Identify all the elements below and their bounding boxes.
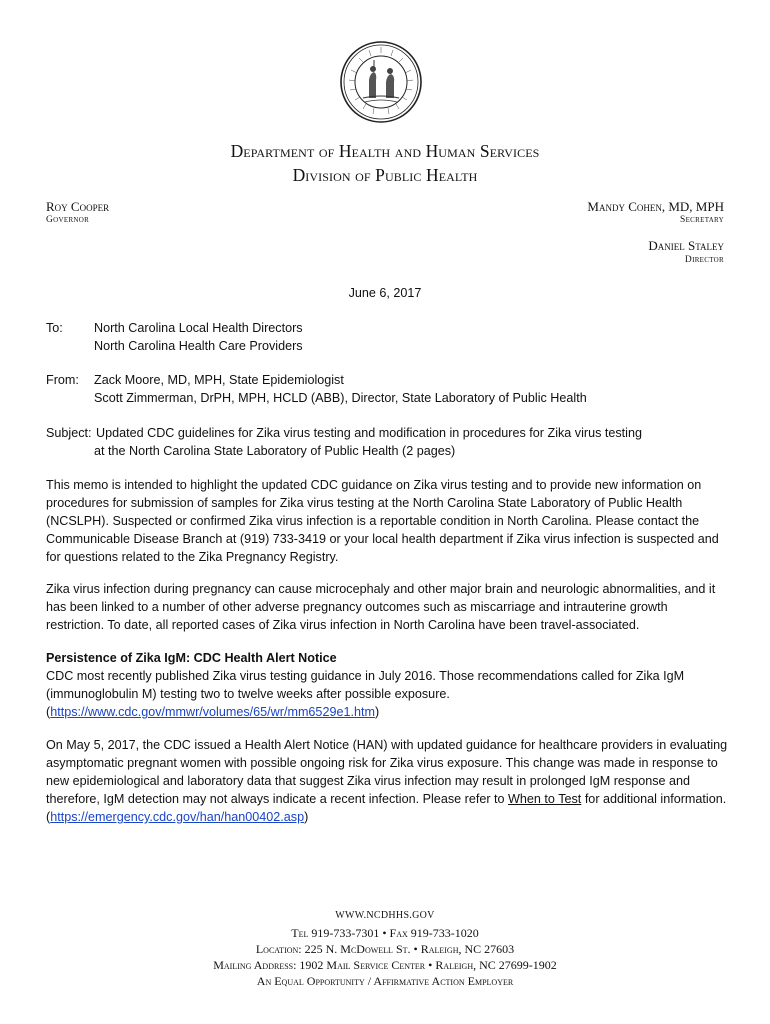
secretary-title: Secretary	[680, 215, 724, 225]
han-text-after: for additional information.	[584, 792, 727, 806]
to-label: To:	[46, 321, 63, 335]
director-title: Director	[684, 255, 724, 265]
section-heading: Persistence of Zika IgM: CDC Health Alert Notice	[46, 651, 337, 665]
subject-line-1: Updated CDC guidelines for Zika virus testing and modification in procedures for Zika virus testing	[96, 426, 642, 440]
governor-title: Governor	[46, 215, 90, 225]
state-seal-logo	[339, 40, 423, 124]
secretary-name: Mandy Cohen, MD, MPH	[587, 199, 724, 214]
division-heading: Division of Public Health	[292, 165, 478, 185]
memo-date: June 6, 2017	[348, 286, 422, 300]
han-paragraph: On May 5, 2017, the CDC issued a Health Alert Notice (HAN) with updated guidance for healthcare providers in evaluating asymptomatic pregnant women with possible ongoing risk for Zika virus exposure. This change was made in response to new epidemiological and laboratory data that suggest Zika virus infection may result in prolonged IgM response and therefore, IgM detection may not always indicate a recent infection. Please refer to When to Test for additional information. (https://emergency.cdc.gov/han/han00402.asp)	[46, 738, 728, 824]
department-heading: Department of Health and Human Services	[230, 141, 540, 161]
intro-paragraph: This memo is intended to highlight the updated CDC guidance on Zika virus testing and to provide new information on procedures for submission of samples for Zika virus testing at the North Carolina State Laboratory of Public Health (NCSLPH). Suspected or confirmed Zika virus infection is a reportable condition in North Carolina. Please contact the Communicable Disease Branch at (919) 733-3419 or your local health department if Zika virus infection is suspected and for questions related to the Zika Pregnancy Registry.	[46, 478, 719, 564]
to-recipient-2: North Carolina Health Care Providers	[94, 339, 303, 353]
footer-website: WWW.NCDHHS.GOV	[335, 910, 435, 921]
footer-location: Location: 225 N. McDowell St. • Raleigh, NC 27603	[255, 942, 515, 956]
han-text: On May 5, 2017, the CDC issued a Health Alert Notice (HAN) with updated guidance for healthcare providers in evaluating asymptomatic pregnant women with possible ongoing risk for Zika virus exposure. This change was made in response to new epidemiological and laboratory data that suggest Zika virus infection may result in prolonged IgM response and therefore, IgM detection may not always indicate a recent infection. Please refer to	[46, 738, 728, 806]
when-to-test-link[interactable]: When to Test	[508, 792, 582, 806]
guidance-text: CDC most recently published Zika virus testing guidance in July 2016. Those recommendations called for Zika IgM (immunoglobulin M) testing two to twelve weeks after possible exposure.	[46, 669, 685, 701]
from-label: From:	[46, 373, 79, 387]
mmwr-link[interactable]: https://www.cdc.gov/mmwr/volumes/65/wr/mm6529e1.htm	[50, 705, 375, 719]
director-name: Daniel Staley	[648, 238, 724, 253]
guidance-paragraph: CDC most recently published Zika virus testing guidance in July 2016. Those recommendations called for Zika IgM (immunoglobulin M) testing two to twelve weeks after possible exposure. (https://www.cdc.gov/mmwr/volumes/65/wr/mm6529e1.htm)	[46, 669, 685, 719]
governor-name: Roy Cooper	[46, 199, 110, 214]
footer-eeo: An Equal Opportunity / Affirmative Action Employer	[256, 974, 514, 988]
footer-mailing: Mailing Address: 1902 Mail Service Center • Raleigh, NC 27699-1902	[213, 958, 557, 972]
from-sender-1: Zack Moore, MD, MPH, State Epidemiologist	[94, 373, 344, 387]
to-recipient-1: North Carolina Local Health Directors	[94, 321, 303, 335]
han-link[interactable]: https://emergency.cdc.gov/han/han00402.asp	[50, 810, 305, 824]
footer-phone: Tel 919-733-7301 • Fax 919-733-1020	[291, 926, 479, 940]
risk-paragraph: Zika virus infection during pregnancy can cause microcephaly and other major brain and neurologic abnormalities, and it has been linked to a number of other adverse pregnancy outcomes such as miscarriage and intrauterine growth restriction. To date, all reported cases of Zika virus infection in North Carolina have been travel-associated.	[46, 582, 716, 632]
from-sender-2: Scott Zimmerman, DrPH, MPH, HCLD (ABB), Director, State Laboratory of Public Health	[94, 391, 587, 405]
subject-line-2: at the North Carolina State Laboratory of Public Health (2 pages)	[94, 444, 456, 458]
subject-label: Subject:	[46, 426, 92, 440]
